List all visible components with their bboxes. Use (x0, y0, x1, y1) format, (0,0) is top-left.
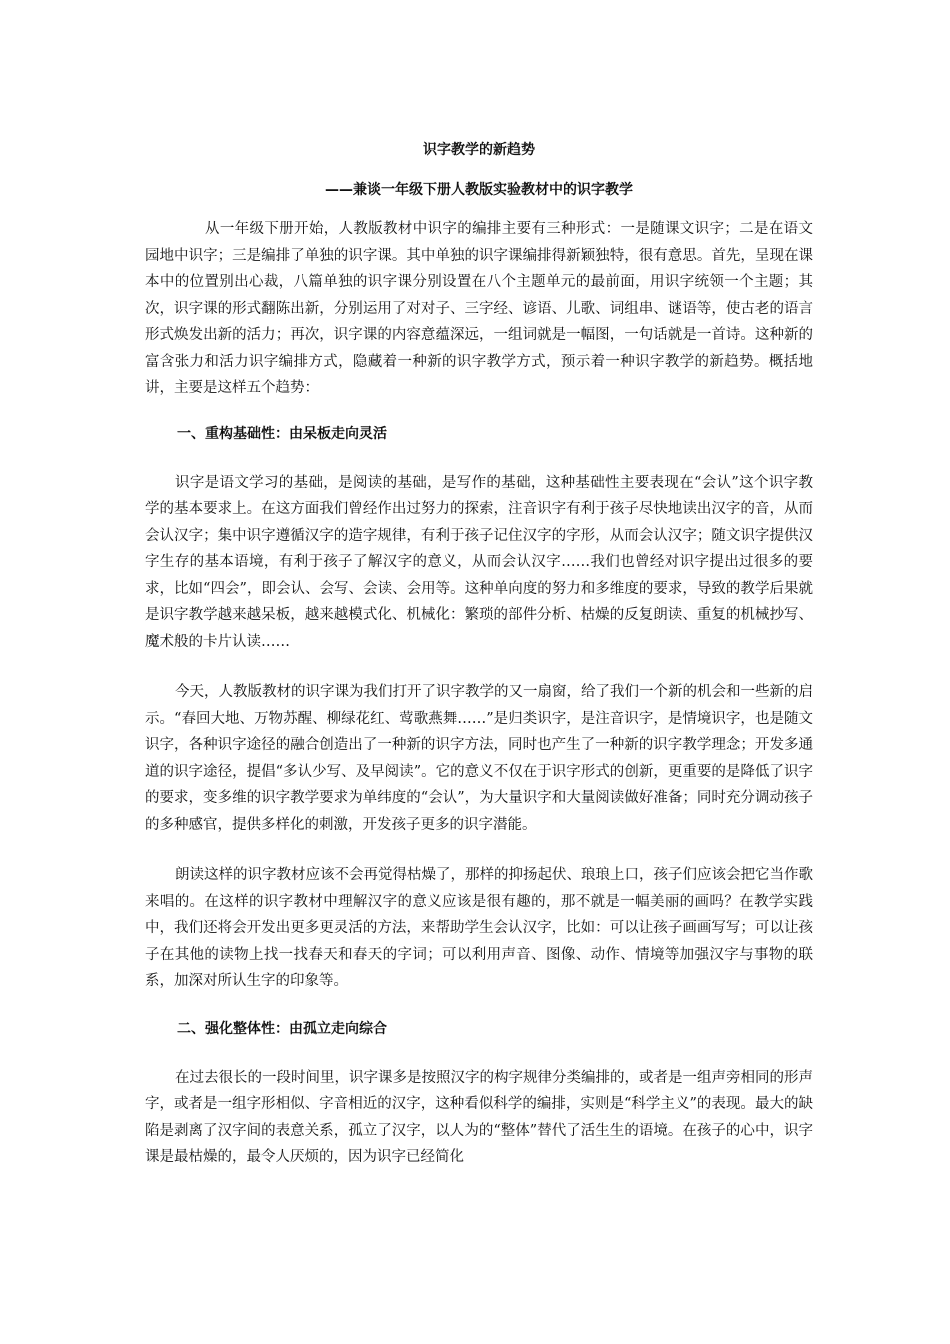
section-1-paragraph-2: 今天，人教版教材的识字课为我们打开了识字教学的又一扇窗，给了我们一个新的机会和一些新的启示。“春回大地、万物苏醒、柳绿花红、莺歌燕舞……”是归类识字，是注音识字，是情境识字，也是随文识字，各种识字途径的融合创造出了一种新的识字方法，同时也产生了一种新的识字教学理念；开发多通道的识字途径，提倡“多认少写、及早阅读”。它的意义不仅在于识字形式的创新，更重要的是降低了识字的要求，变多维的识字教学要求为单纬度的“会认”，为大量识字和大量阅读做好准备；同时充分调动孩子的多种感官，提供多样化的刺激，开发孩子更多的识字潜能。 (145, 684, 813, 833)
section-1-paragraph-1: 识字是语文学习的基础，是阅读的基础，是写作的基础，这种基础性主要表现在“会认”这个识字教学的基本要求上。在这方面我们曾经作出过努力的探索，注音识字有利于孩子尽快地读出汉字的音，从而会认汉字；集中识字遵循汉字的造字规律，有利于孩子记住汉字的字形，从而会认汉字；随文识字提供汉字生存的基本语境，有利于孩子了解汉字的意义，从而会认汉字……我们也曾经对识字提出过很多的要求，比如“四会”，即会认、会写、会读、会用等。这种单向度的努力和多维度的要求，导致的教学后果就是识字教学越来越呆板，越来越模式化、机械化：繁琐的部件分析、枯燥的反复朗读、重复的机械抄写、魔术般的卡片认读…… (145, 474, 813, 650)
section-2-paragraph-1: 在过去很长的一段时间里，识字课多是按照汉字的构字规律分类编排的，或者是一组声旁相同的形声字，或者是一组字形相似、字音相近的汉字，这种看似科学的编排，实则是“科学主义”的表现。最大的缺陷是剥离了汉字间的表意关系，孤立了汉字，以人为的“整体”替代了活生生的语境。在孩子的心中，识字课是最枯燥的，最令人厌烦的，因为识字已经简化 (145, 1069, 813, 1165)
section-1-paragraph-3: 朗读这样的识字教材应该不会再觉得枯燥了，那样的抑扬起伏、琅琅上口，孩子们应该会把它当作歌来唱的。在这样的识字教材中理解汉字的意义应该是很有趣的，那不就是一幅美丽的画吗？在教学实践中，我们还将会开发出更多更灵活的方法，来帮助学生会认汉字，比如：可以让孩子画画写写；可以让孩子在其他的读物上找一找春天和春天的字词；可以利用声音、图像、动作、情境等加强汉字与事物的联系，加深对所认生字的印象等。 (145, 867, 813, 989)
intro-paragraph: 从一年级下册开始，人教版教材中识字的编排主要有三种形式：一是随课文识字；二是在语文园地中识字；三是编排了单独的识字课。其中单独的识字课编排得新颖独特，很有意思。首先，呈现在课本中的位置别出心裁，八篇单独的识字课分别设置在八个主题单元的最前面，用识字统领一个主题；其次，识字课的形式翻陈出新，分别运用了对对子、三字经、谚语、儿歌、词组串、谜语等，使古老的语言形式焕发出新的活力；再次，识字课的内容意蕴深远，一组词就是一幅图，一句话就是一首诗。这种新的富含张力和活力识字编排方式，隐藏着一种新的识字教学方式，预示着一种识字教学的新趋势。概括地讲，主要是这样五个趋势： (145, 221, 813, 396)
document-title: 识字教学的新趋势 (423, 142, 535, 158)
document-subtitle: ——兼谈一年级下册人教版实验教材中的识字教学 (325, 182, 633, 198)
section-heading-1: 一、重构基础性：由呆板走向灵活 (177, 425, 387, 442)
document-page (145, 140, 813, 1195)
section-heading-2: 二、强化整体性：由孤立走向综合 (177, 1020, 387, 1037)
